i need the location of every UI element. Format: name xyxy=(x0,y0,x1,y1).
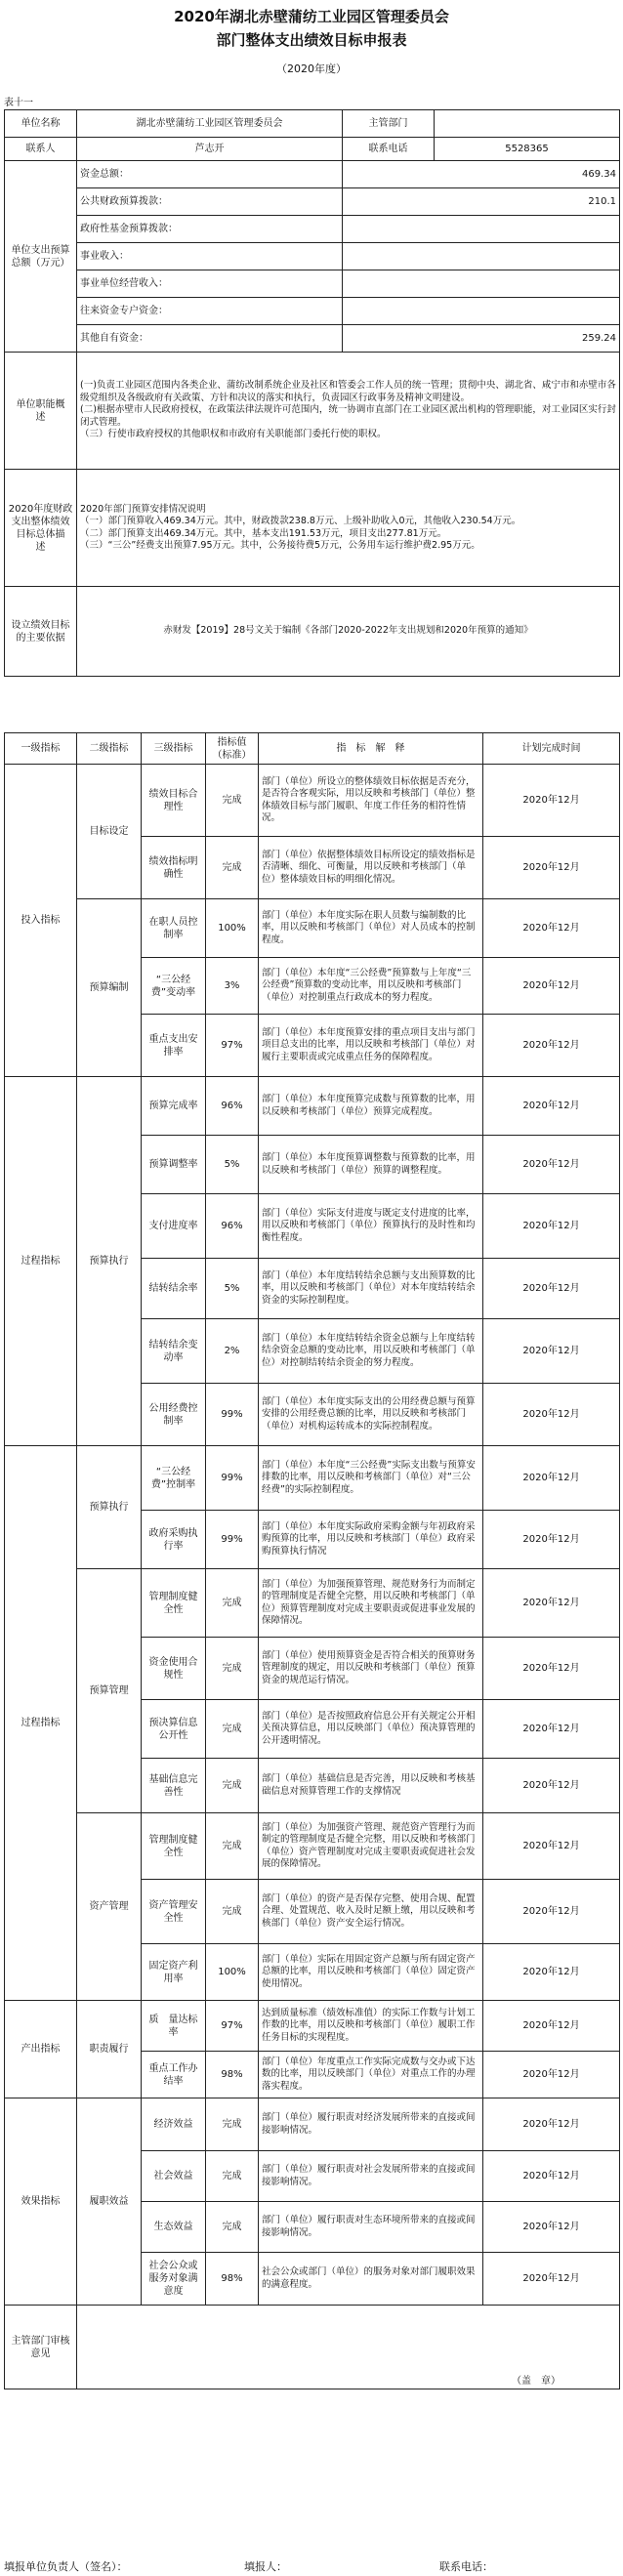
indicator-level2: 预算执行 xyxy=(77,1446,142,1569)
indicator-level2: 职责履行 xyxy=(77,2001,142,2098)
indicator-table xyxy=(4,732,620,2389)
plan-line: （三）“三公”经费支出预算7.95万元。其中，公务接待费5万元，公务用车运行维护费2.95万元。 xyxy=(80,540,480,551)
budget-row-label: 政府性基金预算拨款： xyxy=(77,216,343,243)
indicator-level3: 预决算信息公开性 xyxy=(142,1700,206,1759)
table-number: 表十一 xyxy=(4,98,33,108)
indicator-time: 2020年12月 xyxy=(483,2253,620,2306)
indicator-value: 完成 xyxy=(206,1813,259,1880)
indicator-row xyxy=(5,899,620,958)
indicator-value: 97% xyxy=(206,2001,259,2052)
indicator-time: 2020年12月 xyxy=(483,1759,620,1813)
footer-head-label: 填报单位负责人（签名）： xyxy=(4,2560,128,2573)
indicator-time: 2020年12月 xyxy=(483,1136,620,1194)
indicator-description: 部门（单位）本年度结转结余总额与支出预算数的比率，用以反映和考核部门（单位）对本年度结转结余资金的实际控制程度。 xyxy=(259,1259,483,1319)
indicator-time: 2020年12月 xyxy=(483,1384,620,1446)
indicator-value: 完成 xyxy=(206,2098,259,2151)
indicator-time: 2020年12月 xyxy=(483,1077,620,1136)
indicator-row xyxy=(5,1077,620,1136)
indicator-row xyxy=(5,1813,620,1880)
header-description: 指 标 解 释 xyxy=(259,733,483,765)
indicator-time: 2020年12月 xyxy=(483,1638,620,1700)
indicator-description: 部门（单位）是否按照政府信息公开有关规定公开相关预决算信息，用以反映部门（单位）预决算管理的公开透明情况。 xyxy=(259,1700,483,1759)
indicator-value: 完成 xyxy=(206,2151,259,2202)
indicator-description: 部门（单位）年度重点工作实际完成数与交办或下达数的比率，用以反映部门（单位）对重点工作的办理落实程度。 xyxy=(259,2052,483,2098)
indicator-level3: 管理制度健全性 xyxy=(142,1569,206,1638)
indicator-level2: 目标设定 xyxy=(77,765,142,899)
indicator-level2: 预算管理 xyxy=(77,1569,142,1813)
indicator-time: 2020年12月 xyxy=(483,1880,620,1944)
indicator-level2: 履职效益 xyxy=(77,2098,142,2306)
indicator-time: 2020年12月 xyxy=(483,1569,620,1638)
footer-filler-label: 填报人： xyxy=(244,2560,287,2573)
indicator-description: 部门（单位）履行职责对社会发展所带来的直接或间接影响情况。 xyxy=(259,2151,483,2202)
phone-label: 联系电话 xyxy=(343,138,435,161)
indicator-value: 98% xyxy=(206,2253,259,2306)
indicator-time: 2020年12月 xyxy=(483,1700,620,1759)
indicator-value: 完成 xyxy=(206,1569,259,1638)
indicator-value: 5% xyxy=(206,1259,259,1319)
budget-row-label: 事业收入： xyxy=(77,243,343,270)
indicator-description: 部门（单位）履行职责对经济发展所带来的直接或间接影响情况。 xyxy=(259,2098,483,2151)
basis-label: 设立绩效目标的主要依据 xyxy=(5,587,77,677)
indicator-level2: 预算执行 xyxy=(77,1077,142,1446)
indicator-value: 100% xyxy=(206,899,259,958)
indicator-description: 部门（单位）所设立的整体绩效目标依据是否充分，是否符合客观实际，用以反映和考核部门（单位）整体绩效目标与部门履职、年度工作任务的相符性情况。 xyxy=(259,765,483,837)
dept-label: 主管部门 xyxy=(343,110,435,138)
function-text xyxy=(77,353,620,470)
function-line: (二)根据赤壁市人民政府授权，在政策法律法规许可范围内，统一协调市直部门在工业园区派出机构的管理职能，对工业园区实行封闭式管理。 xyxy=(80,404,616,428)
indicator-level3: 预算完成率 xyxy=(142,1077,206,1136)
header-level3: 三级指标 xyxy=(142,733,206,765)
indicator-row xyxy=(5,1569,620,1638)
indicator-level3: 绩效目标合理性 xyxy=(142,765,206,837)
indicator-time: 2020年12月 xyxy=(483,1015,620,1077)
indicator-level3: 管理制度健全性 xyxy=(142,1813,206,1880)
unit-name-label: 单位名称 xyxy=(5,110,77,138)
review-stamp: （盖 章） xyxy=(77,2306,620,2389)
indicator-level3: 预算调整率 xyxy=(142,1136,206,1194)
indicator-value: 98% xyxy=(206,2052,259,2098)
indicator-row xyxy=(5,765,620,837)
function-line: (一)负责工业园区范围内各类企业、蒲纺改制系统企业及社区和管委会工作人员的统一管理；贯彻中央、湖北省、咸宁市和赤壁市各级党组织及各级政府有关政策、方针和决议的落实和执行，负责园区行政事务及精神文明建设。 xyxy=(80,380,616,403)
function-label: 单位职能概 述 xyxy=(5,353,77,470)
budget-section-label: 单位支出预算总额（万元） xyxy=(5,161,77,353)
indicator-level3: 基础信息完善性 xyxy=(142,1759,206,1813)
budget-row-value xyxy=(343,216,620,243)
indicator-level3: 资金使用合规性 xyxy=(142,1638,206,1700)
indicator-description: 部门（单位）本年度预算完成数与预算数的比率，用以反映和考核部门（单位）预算完成程度。 xyxy=(259,1077,483,1136)
review-row xyxy=(5,2306,620,2389)
indicator-description: 部门（单位）本年度“三公经费”实际支出数与预算安排数的比率，用以反映和考核部门（单位）对“三公经费”的实际控制程度。 xyxy=(259,1446,483,1511)
indicator-description: 部门（单位）为加强资产管理、规范资产管理行为而制定的管理制度是否健全完整，用以反映和考核部门（单位）资产管理制度对完成主要职责或促进社会发展的保障情况。 xyxy=(259,1813,483,1880)
indicator-time: 2020年12月 xyxy=(483,1259,620,1319)
indicator-level3: 重点工作办结率 xyxy=(142,2052,206,2098)
indicator-time: 2020年12月 xyxy=(483,1511,620,1569)
basis-text: 赤财发【2019】28号文关于编制《各部门2020-2022年支出规划和2020年预算的通知》 xyxy=(77,587,620,677)
indicator-value: 完成 xyxy=(206,765,259,837)
budget-row-label: 往来资金专户资金： xyxy=(77,298,343,325)
indicator-value: 96% xyxy=(206,1077,259,1136)
budget-row-value xyxy=(343,243,620,270)
indicator-level3: 重点支出安排率 xyxy=(142,1015,206,1077)
indicator-level3: 结转结余率 xyxy=(142,1259,206,1319)
budget-row-label: 公共财政预算拨款： xyxy=(77,188,343,216)
indicator-description: 部门（单位）本年度实际支出的公用经费总额与预算安排的公用经费总额的比率，用以反映和考核部门（单位）对机构运转成本的实际控制程度。 xyxy=(259,1384,483,1446)
indicator-value: 2% xyxy=(206,1319,259,1384)
indicator-description: 部门（单位）本年度实际在职人员数与编制数的比率，用以反映和考核部门（单位）对人员成本的控制程度。 xyxy=(259,899,483,958)
review-label: 主管部门审核意见 xyxy=(5,2306,77,2389)
plan-line: （二）部门预算支出469.34万元。其中，基本支出191.53万元，项目支出277.81万元。 xyxy=(80,527,447,539)
dept-value xyxy=(435,110,620,138)
indicator-description: 部门（单位）本年度预算安排的重点项目支出与部门项目总支出的比率，用以反映和考核部门（单位）对履行主要职责或完成重点任务的保障程度。 xyxy=(259,1015,483,1077)
indicator-time: 2020年12月 xyxy=(483,2151,620,2202)
indicator-description: 部门（单位）为加强预算管理、规范财务行为而制定的管理制度是否健全完整，用以反映和考核部门（单位）预算管理制度对完成主要职责或促进事业发展的保障情况。 xyxy=(259,1569,483,1638)
indicator-value: 完成 xyxy=(206,2202,259,2253)
indicator-description: 部门（单位）本年度预算调整数与预算数的比率，用以反映和考核部门（单位）预算的调整程度。 xyxy=(259,1136,483,1194)
year-label: （2020年度） xyxy=(276,62,347,75)
header-level2: 二级指标 xyxy=(77,733,142,765)
title-line-1: 2020年湖北赤壁蒲纺工业园区管理委员会 xyxy=(174,8,449,25)
plan-label: 2020年度财政支出整体绩效目标总体描 述 xyxy=(5,470,77,587)
budget-row-value: 259.24 xyxy=(343,325,620,353)
indicator-time: 2020年12月 xyxy=(483,1319,620,1384)
indicator-level1: 投入指标 xyxy=(5,765,77,1077)
indicator-value: 100% xyxy=(206,1944,259,2001)
indicator-body xyxy=(5,765,620,2389)
indicator-time: 2020年12月 xyxy=(483,2098,620,2151)
indicator-time: 2020年12月 xyxy=(483,1194,620,1259)
indicator-level3: 社会公众或服务对象满意度 xyxy=(142,2253,206,2306)
title-line-2: 部门整体支出绩效目标申报表 xyxy=(216,31,407,49)
indicator-level3: “三公经费”控制率 xyxy=(142,1446,206,1511)
indicator-value: 完成 xyxy=(206,837,259,899)
budget-row-label: 其他自有资金： xyxy=(77,325,343,353)
indicator-row xyxy=(5,2098,620,2151)
indicator-value: 完成 xyxy=(206,1638,259,1700)
budget-row-label: 资金总额： xyxy=(77,161,343,188)
indicator-description: 部门（单位）实际支付进度与既定支付进度的比率，用以反映和考核部门（单位）预算执行的及时性和均衡性程度。 xyxy=(259,1194,483,1259)
indicator-description: 社会公众或部门（单位）的服务对象对部门履职效果的满意程度。 xyxy=(259,2253,483,2306)
indicator-time: 2020年12月 xyxy=(483,1813,620,1880)
indicator-value: 3% xyxy=(206,958,259,1015)
indicator-level3: 绩效指标明确性 xyxy=(142,837,206,899)
indicator-level2: 预算编制 xyxy=(77,899,142,1077)
indicator-value: 5% xyxy=(206,1136,259,1194)
indicator-time: 2020年12月 xyxy=(483,2202,620,2253)
indicator-level3: 政府采购执行率 xyxy=(142,1511,206,1569)
indicator-level1: 过程指标 xyxy=(5,1077,77,1446)
budget-row-value: 469.34 xyxy=(343,161,620,188)
budget-row-value xyxy=(343,298,620,325)
indicator-time: 2020年12月 xyxy=(483,958,620,1015)
indicator-time: 2020年12月 xyxy=(483,2001,620,2052)
indicator-row xyxy=(5,1446,620,1511)
indicator-value: 99% xyxy=(206,1511,259,1569)
header-value: 指标值（标准） xyxy=(206,733,259,765)
indicator-description: 部门（单位）本年度实际政府采购金额与年初政府采购预算的比率，用以反映和考核部门（单位）政府采购预算执行情况 xyxy=(259,1511,483,1569)
indicator-description: 部门（单位）的资产是否保存完整、使用合规、配置合理、处置规范、收入及时足额上缴，用以反映和考核部门（单位）资产安全运行情况。 xyxy=(259,1880,483,1944)
indicator-time: 2020年12月 xyxy=(483,2052,620,2098)
indicator-row xyxy=(5,2001,620,2052)
indicator-level1: 产出指标 xyxy=(5,2001,77,2098)
budget-row-value: 210.1 xyxy=(343,188,620,216)
function-line: （三）行使市政府授权的其他职权和市政府有关职能部门委托行使的职权。 xyxy=(80,429,387,440)
header-time: 计划完成时间 xyxy=(483,733,620,765)
contact-value: 芦志开 xyxy=(77,138,343,161)
indicator-time: 2020年12月 xyxy=(483,837,620,899)
header-level1: 一级指标 xyxy=(5,733,77,765)
plan-line: 2020年部门预算安排情况说明 xyxy=(80,503,206,515)
indicator-time: 2020年12月 xyxy=(483,1944,620,2001)
indicator-level3: 公用经费控制率 xyxy=(142,1384,206,1446)
budget-row-label: 事业单位经营收入： xyxy=(77,270,343,298)
indicator-level3: 结转结余变动率 xyxy=(142,1319,206,1384)
indicator-description: 部门（单位）本年度“三公经费”预算数与上年度“三公经费”预算数的变动比率，用以反映和考核部门（单位）对控制重点行政成本的努力程度。 xyxy=(259,958,483,1015)
indicator-description: 部门（单位）实际在用固定资产总额与所有固定资产总额的比率，用以反映和考核部门（单位）固定资产使用情况。 xyxy=(259,1944,483,2001)
contact-label: 联系人 xyxy=(5,138,77,161)
indicator-time: 2020年12月 xyxy=(483,765,620,837)
indicator-value: 完成 xyxy=(206,1880,259,1944)
indicator-value: 完成 xyxy=(206,1759,259,1813)
indicator-level3: 社会效益 xyxy=(142,2151,206,2202)
plan-text xyxy=(77,470,620,587)
indicator-level3: “三公经费”变动率 xyxy=(142,958,206,1015)
indicator-description: 部门（单位）基础信息是否完善，用以反映和考核基础信息对预算管理工作的支撑情况 xyxy=(259,1759,483,1813)
indicator-time: 2020年12月 xyxy=(483,1446,620,1511)
indicator-level3: 生态效益 xyxy=(142,2202,206,2253)
indicator-value: 完成 xyxy=(206,1700,259,1759)
indicator-description: 部门（单位）依据整体绩效目标所设定的绩效指标是否清晰、细化、可衡量，用以反映和考核部门（单位）整体绩效目标的明细化情况。 xyxy=(259,837,483,899)
footer-phone-label: 联系电话： xyxy=(439,2560,493,2573)
budget-row-value xyxy=(343,270,620,298)
indicator-level3: 支付进度率 xyxy=(142,1194,206,1259)
indicator-level1: 效果指标 xyxy=(5,2098,77,2306)
indicator-level2: 资产管理 xyxy=(77,1813,142,2001)
indicator-level1: 过程指标 xyxy=(5,1446,77,2001)
indicator-level3: 固定资产利用率 xyxy=(142,1944,206,2001)
indicator-level3: 在职人员控制率 xyxy=(142,899,206,958)
phone-value: 5528365 xyxy=(435,138,620,161)
unit-name-value: 湖北赤壁蒲纺工业园区管理委员会 xyxy=(77,110,343,138)
indicator-description: 达到质量标准（绩效标准值）的实际工作数与计划工作数的比率，用以反映和考核部门（单位）履职工作任务目标的实现程度。 xyxy=(259,2001,483,2052)
indicator-level3: 资产管理安全性 xyxy=(142,1880,206,1944)
indicator-description: 部门（单位）本年度结转结余资金总额与上年度结转结余资金总额的变动比率，用以反映和考核部门（单位）对控制结转结余资金的努力程度。 xyxy=(259,1319,483,1384)
indicator-description: 部门（单位）使用预算资金是否符合相关的预算财务管理制度的规定，用以反映和考核部门（单位）预算资金的规范运行情况。 xyxy=(259,1638,483,1700)
indicator-description: 部门（单位）履行职责对生态环境所带来的直接或间接影响情况。 xyxy=(259,2202,483,2253)
indicator-level3: 质 量达标率 xyxy=(142,2001,206,2052)
top-info-table xyxy=(4,109,620,677)
plan-line: （一）部门预算收入469.34万元。其中，财政拨款238.8万元、上级补助收入0元，其他收入230.54万元。 xyxy=(80,516,521,526)
indicator-value: 97% xyxy=(206,1015,259,1077)
indicator-value: 99% xyxy=(206,1384,259,1446)
indicator-value: 96% xyxy=(206,1194,259,1259)
indicator-level3: 经济效益 xyxy=(142,2098,206,2151)
indicator-time: 2020年12月 xyxy=(483,899,620,958)
indicator-value: 99% xyxy=(206,1446,259,1511)
